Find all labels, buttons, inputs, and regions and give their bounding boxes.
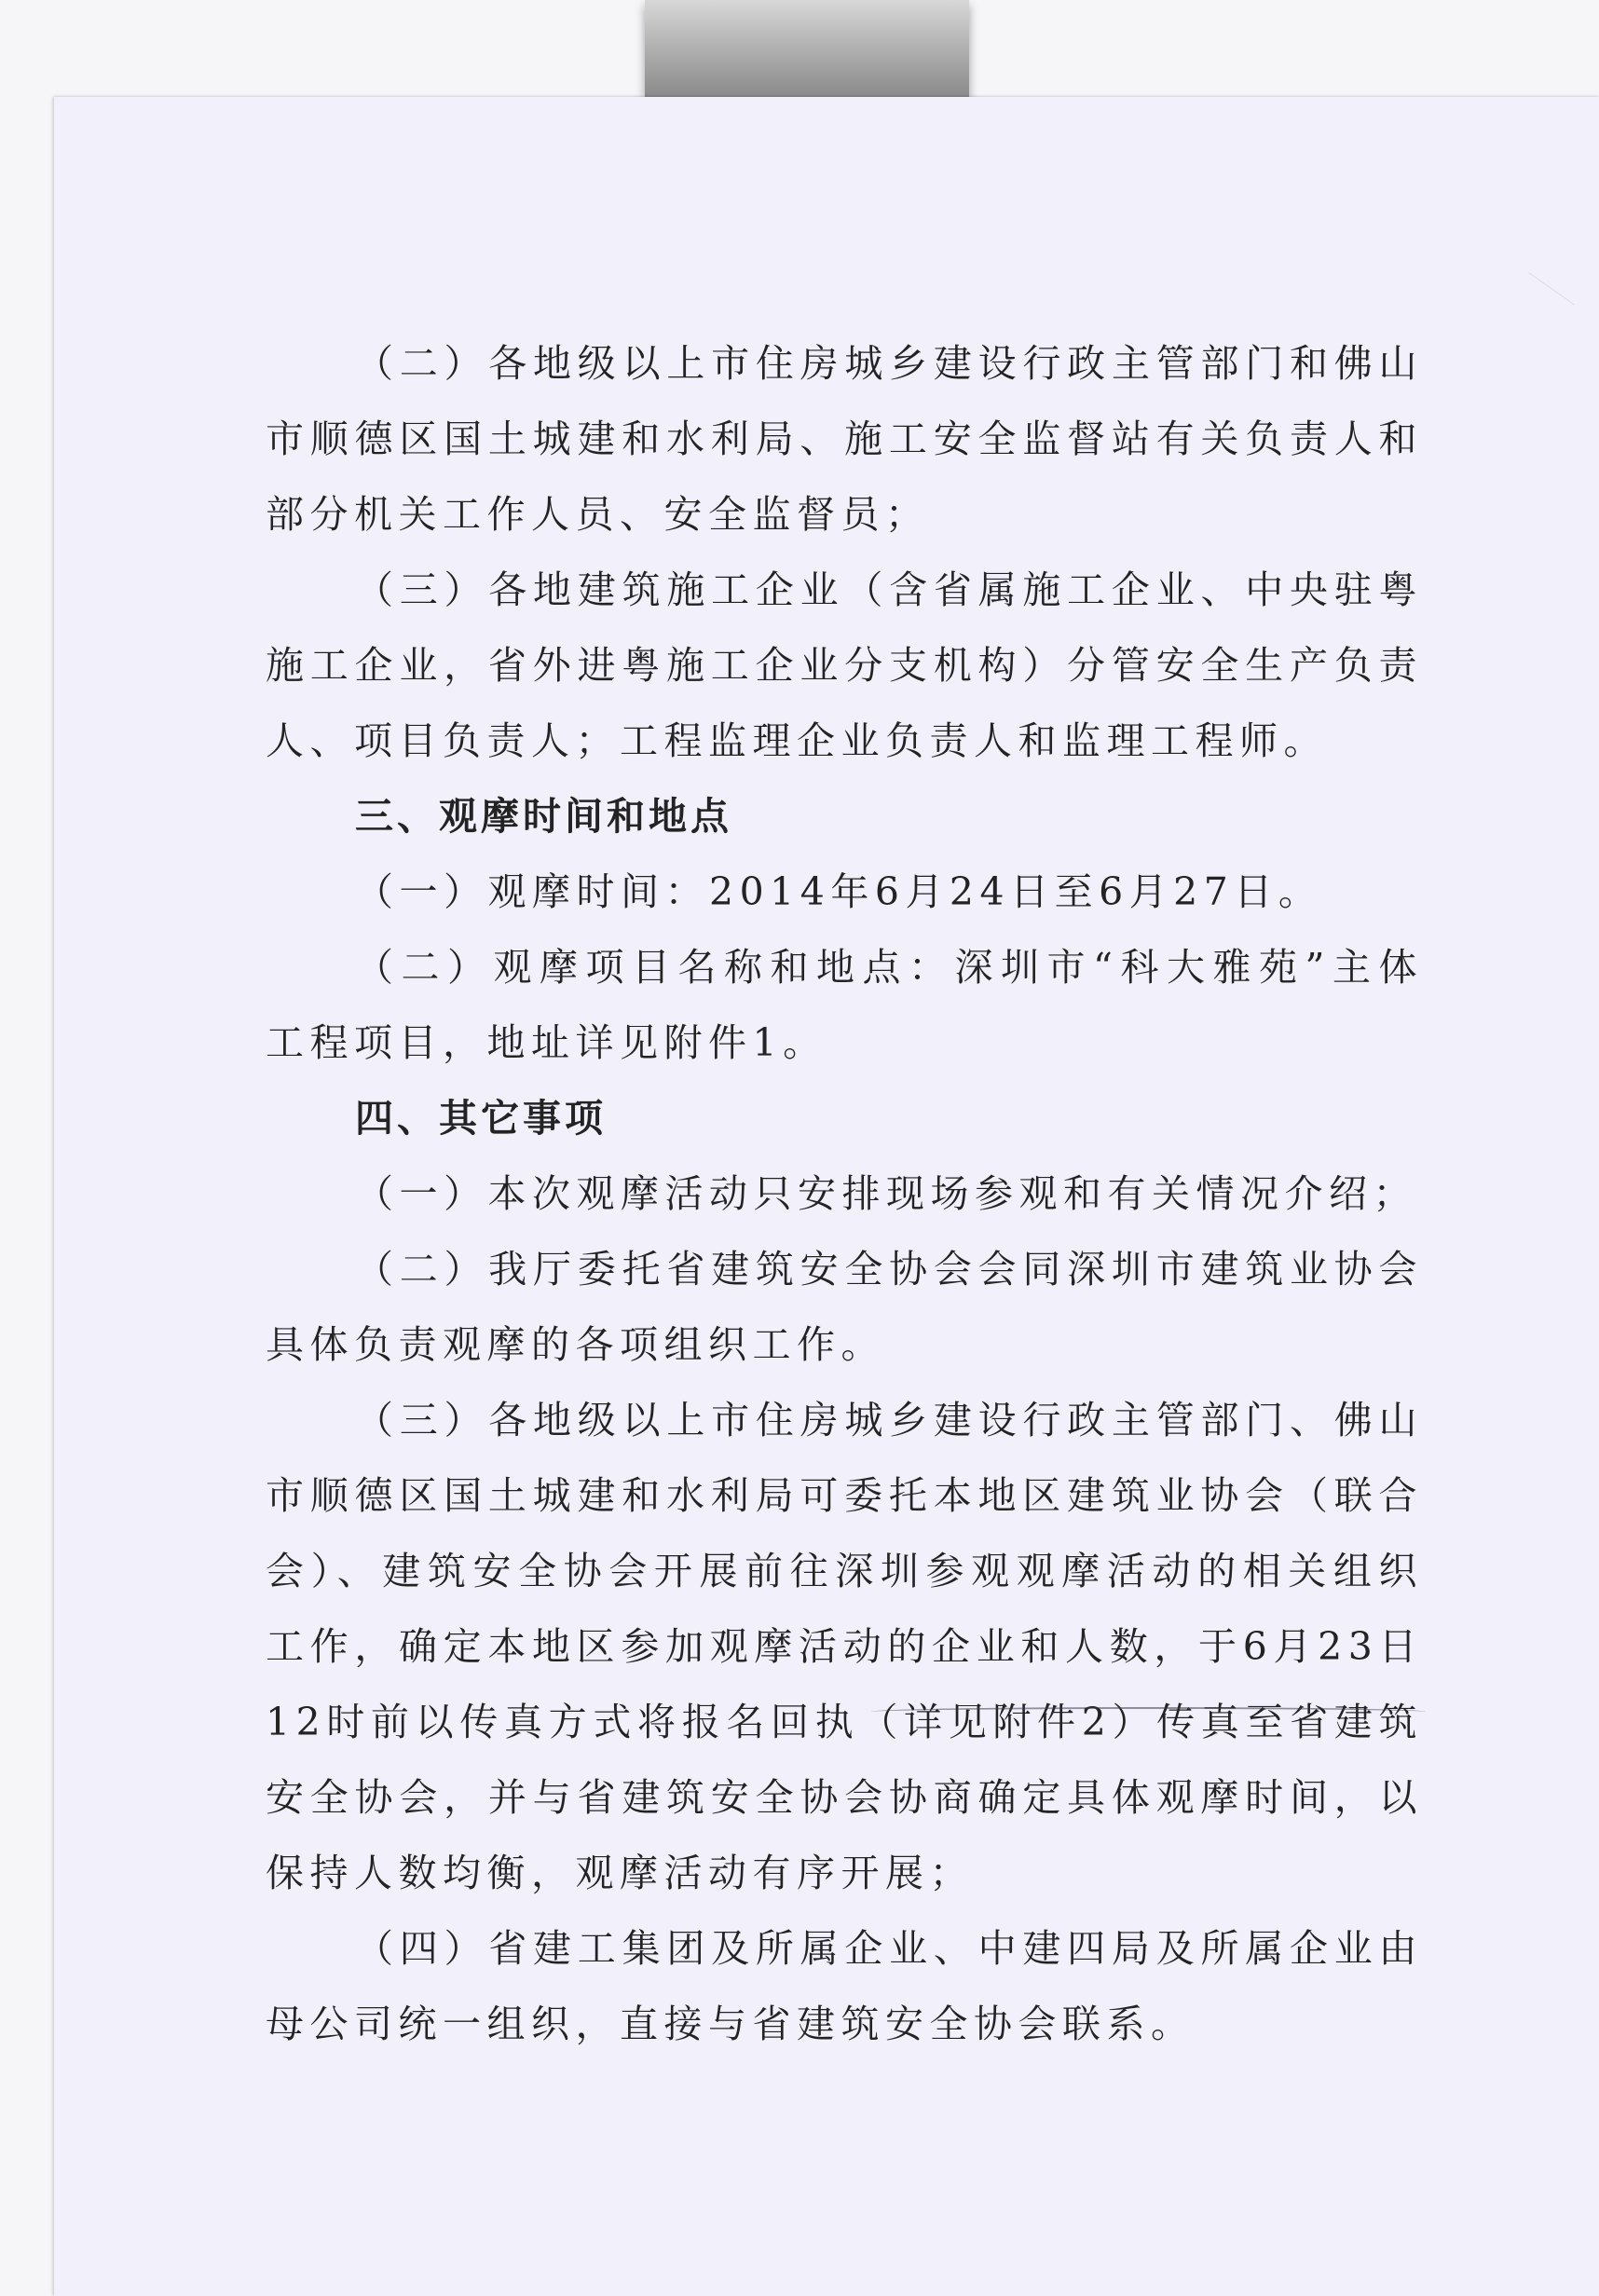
paragraph-other-4: （四）省建工集团及所属企业、中建四局及所属企业由母公司统一组织，直接与省建筑安全协会联系。: [266, 1926, 1423, 2046]
document-body: [266, 326, 1423, 2062]
paragraph-attendees-2: （二）各地级以上市住房城乡建设行政主管部门和佛山市顺德区国土城建和水利局、施工安全监督站有关负责人和部分机关工作人员、安全监督员；: [266, 341, 1423, 537]
paper-crease: [1496, 272, 1575, 350]
paragraph-other-2: （二）我厅委托省建筑安全协会会同深圳市建筑业协会具体负责观摩的各项组织工作。: [266, 1247, 1423, 1367]
section-heading-time-place: 三、观摩时间和地点: [355, 794, 732, 839]
paragraph-time: （一）观摩时间：2014年6月24日至6月27日。: [355, 869, 1323, 914]
section-heading-other-matters: 四、其它事项: [355, 1096, 607, 1141]
scanner-tab-shadow: [645, 0, 969, 97]
paragraph-other-1: （一）本次观摩活动只安排现场参观和有关情况介绍；: [355, 1171, 1417, 1216]
paragraph-attendees-3: （三）各地建筑施工企业（含省属施工企业、中央驻粤施工企业，省外进粤施工企业分支机构）分管安全生产负责人、项目负责人；工程监理企业负责人和监理工程师。: [266, 567, 1423, 763]
paragraph-location: （二）观摩项目名称和地点：深圳市“科大雅苑”主体工程项目，地址详见附件1。: [266, 945, 1423, 1065]
handwritten-underline: [871, 1707, 1426, 1716]
paragraph-other-3: （三）各地级以上市住房城乡建设行政主管部门、佛山市顺德区国土城建和水利局可委托本地区建筑业协会（联合会）、建筑安全协会开展前往深圳参观观摩活动的相关组织工作，确定本地区参加观摩活动的企业和人数，于6月23日12时前以传真方式将报名回执（详见附件2）传真至省建筑安全协会，并与省建筑安全协会协商确定具体观摩时间，以保持人数均衡，观摩活动有序开展；: [266, 1398, 1423, 1895]
